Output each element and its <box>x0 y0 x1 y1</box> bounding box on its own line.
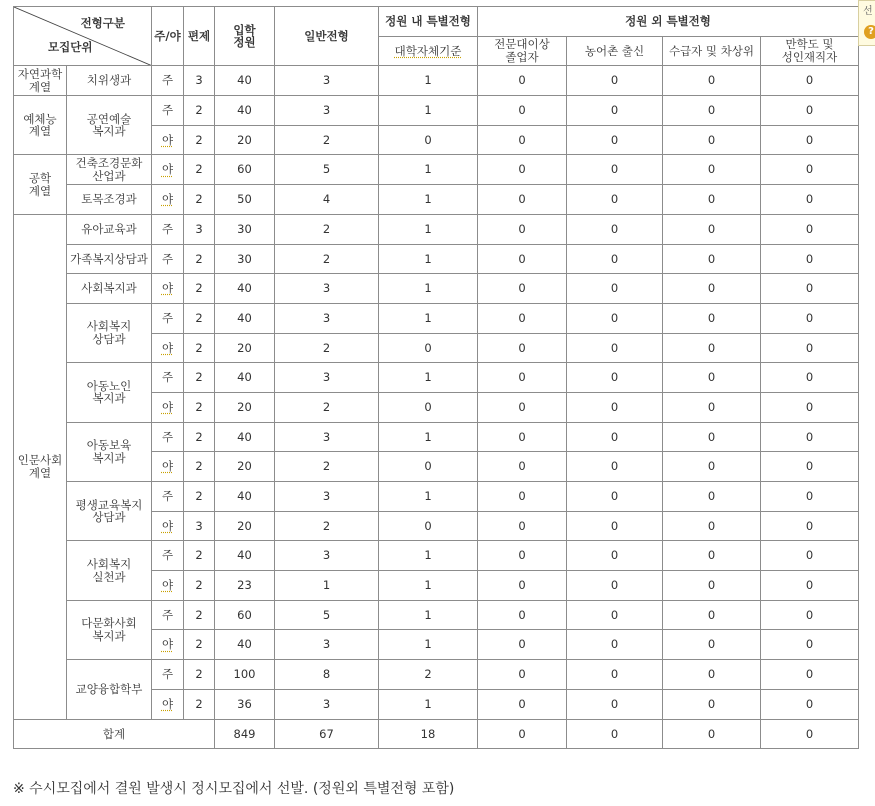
general-cell: 2 <box>275 125 379 155</box>
low-income-cell: 0 <box>663 274 761 304</box>
out-quota-special-header: 정원 외 특별전형 <box>478 7 859 37</box>
group-cell: 공학 계열 <box>14 155 67 214</box>
unit-cell: 다문화사회 복지과 <box>67 600 152 659</box>
rural-cell: 0 <box>567 689 663 719</box>
years-cell: 2 <box>184 571 215 601</box>
quota-cell: 40 <box>215 303 275 333</box>
rural-cell: 0 <box>567 214 663 244</box>
low-income-cell: 0 <box>663 392 761 422</box>
years-cell: 2 <box>184 125 215 155</box>
years-cell: 2 <box>184 363 215 393</box>
total-univ: 18 <box>379 719 478 749</box>
late-adults-cell: 0 <box>761 303 859 333</box>
low-income-cell: 0 <box>663 660 761 690</box>
general-cell: 4 <box>275 185 379 215</box>
late-adults-cell: 0 <box>761 274 859 304</box>
unit-cell: 사회복지과 <box>67 274 152 304</box>
univ-standard-cell: 0 <box>379 125 478 155</box>
table-row <box>14 482 859 512</box>
table-row <box>14 363 859 393</box>
total-rural: 0 <box>567 719 663 749</box>
quota-cell: 40 <box>215 363 275 393</box>
rural-cell: 0 <box>567 96 663 126</box>
general-cell: 3 <box>275 541 379 571</box>
late-adults-cell: 0 <box>761 66 859 96</box>
table-row <box>14 214 859 244</box>
general-cell: 2 <box>275 452 379 482</box>
unit-cell: 아동보육 복지과 <box>67 422 152 481</box>
quota-cell: 20 <box>215 125 275 155</box>
day-night-cell: 주 <box>152 66 184 96</box>
general-cell: 1 <box>275 571 379 601</box>
college-grads-cell: 0 <box>478 422 567 452</box>
college-grads-cell: 0 <box>478 214 567 244</box>
total-low-income: 0 <box>663 719 761 749</box>
late-adults-cell: 0 <box>761 571 859 601</box>
rural-cell: 0 <box>567 303 663 333</box>
univ-standard-cell: 1 <box>379 66 478 96</box>
rural-cell: 0 <box>567 66 663 96</box>
univ-standard-cell: 1 <box>379 630 478 660</box>
general-cell: 5 <box>275 600 379 630</box>
sticky-note[interactable] <box>858 0 875 46</box>
late-adults-cell: 0 <box>761 422 859 452</box>
day-night-cell: 주 <box>152 303 184 333</box>
quota-cell: 20 <box>215 452 275 482</box>
college-grads-cell: 0 <box>478 541 567 571</box>
quota-cell: 23 <box>215 571 275 601</box>
low-income-cell: 0 <box>663 511 761 541</box>
table-row <box>14 422 859 452</box>
late-adults-cell: 0 <box>761 660 859 690</box>
low-income-cell: 0 <box>663 630 761 660</box>
low-income-cell: 0 <box>663 482 761 512</box>
group-cell: 인문사회 계열 <box>14 214 67 719</box>
quota-cell: 20 <box>215 511 275 541</box>
quota-cell: 40 <box>215 96 275 126</box>
college-grads-cell: 0 <box>478 482 567 512</box>
total-late-adults: 0 <box>761 719 859 749</box>
day-night-cell: 주 <box>152 600 184 630</box>
general-cell: 8 <box>275 660 379 690</box>
univ-standard-cell: 2 <box>379 660 478 690</box>
college-grads-cell: 0 <box>478 303 567 333</box>
univ-standard-cell: 1 <box>379 600 478 630</box>
late-adults-cell: 0 <box>761 689 859 719</box>
rural-cell: 0 <box>567 452 663 482</box>
univ-standard-cell: 0 <box>379 452 478 482</box>
late-adults-cell: 0 <box>761 125 859 155</box>
help-icon[interactable]: ? <box>864 25 875 39</box>
day-night-cell: 야 <box>152 274 184 304</box>
late-adults-cell: 0 <box>761 541 859 571</box>
univ-standard-cell: 0 <box>379 333 478 363</box>
total-college-grads: 0 <box>478 719 567 749</box>
univ-standard-cell: 0 <box>379 511 478 541</box>
years-cell: 2 <box>184 303 215 333</box>
day-night-cell: 야 <box>152 511 184 541</box>
general-cell: 2 <box>275 333 379 363</box>
low-income-cell: 0 <box>663 689 761 719</box>
rural-cell: 0 <box>567 392 663 422</box>
day-night-cell: 주 <box>152 214 184 244</box>
quota-cell: 20 <box>215 333 275 363</box>
admission-quota-table <box>13 6 859 749</box>
quota-cell: 40 <box>215 482 275 512</box>
table-row <box>14 600 859 630</box>
college-grads-header: 전문대이상 졸업자 <box>478 36 567 66</box>
low-income-cell: 0 <box>663 66 761 96</box>
rural-cell: 0 <box>567 155 663 185</box>
college-grads-cell: 0 <box>478 630 567 660</box>
years-cell: 2 <box>184 630 215 660</box>
years-cell: 2 <box>184 482 215 512</box>
group-cell: 자연과학 계열 <box>14 66 67 96</box>
unit-cell: 건축조경문화 산업과 <box>67 155 152 185</box>
college-grads-cell: 0 <box>478 125 567 155</box>
college-grads-cell: 0 <box>478 96 567 126</box>
diagonal-header-cell <box>14 7 152 66</box>
unit-cell: 사회복지 상담과 <box>67 303 152 362</box>
day-night-cell: 주 <box>152 244 184 274</box>
college-grads-cell: 0 <box>478 333 567 363</box>
low-income-cell: 0 <box>663 363 761 393</box>
low-income-cell: 0 <box>663 155 761 185</box>
quota-cell: 50 <box>215 185 275 215</box>
table-row <box>14 541 859 571</box>
total-label: 합계 <box>14 719 215 749</box>
univ-standard-cell: 1 <box>379 214 478 244</box>
college-grads-cell: 0 <box>478 244 567 274</box>
univ-standard-cell: 1 <box>379 541 478 571</box>
years-header: 편제 <box>184 7 215 66</box>
rural-cell: 0 <box>567 274 663 304</box>
late-adults-cell: 0 <box>761 185 859 215</box>
low-income-cell: 0 <box>663 214 761 244</box>
day-night-cell: 주 <box>152 482 184 512</box>
unit-label: 모집단위 <box>48 39 93 54</box>
univ-standard-header: 대학자체기준 <box>379 36 478 66</box>
table-row <box>14 303 859 333</box>
quota-cell: 36 <box>215 689 275 719</box>
quota-cell: 60 <box>215 155 275 185</box>
univ-standard-cell: 1 <box>379 274 478 304</box>
low-income-cell: 0 <box>663 541 761 571</box>
unit-cell: 사회복지 실천과 <box>67 541 152 600</box>
low-income-cell: 0 <box>663 452 761 482</box>
univ-standard-cell: 0 <box>379 392 478 422</box>
late-adults-cell: 0 <box>761 214 859 244</box>
late-adults-cell: 0 <box>761 630 859 660</box>
unit-cell: 토목조경과 <box>67 185 152 215</box>
day-night-cell: 야 <box>152 185 184 215</box>
table-row <box>14 66 859 96</box>
general-cell: 3 <box>275 689 379 719</box>
univ-standard-cell: 1 <box>379 363 478 393</box>
total-general: 67 <box>275 719 379 749</box>
total-quota: 849 <box>215 719 275 749</box>
college-grads-cell: 0 <box>478 363 567 393</box>
general-cell: 3 <box>275 96 379 126</box>
quota-cell: 30 <box>215 214 275 244</box>
total-row <box>14 719 859 749</box>
table-row <box>14 660 859 690</box>
general-cell: 2 <box>275 214 379 244</box>
general-cell: 5 <box>275 155 379 185</box>
group-cell: 예체능 계열 <box>14 96 67 155</box>
general-cell: 3 <box>275 422 379 452</box>
univ-standard-cell: 1 <box>379 422 478 452</box>
quota-cell: 40 <box>215 66 275 96</box>
years-cell: 2 <box>184 244 215 274</box>
table-row <box>14 96 859 126</box>
low-income-cell: 0 <box>663 600 761 630</box>
college-grads-cell: 0 <box>478 185 567 215</box>
day-night-cell: 주 <box>152 541 184 571</box>
college-grads-cell: 0 <box>478 66 567 96</box>
quota-cell: 30 <box>215 244 275 274</box>
college-grads-cell: 0 <box>478 571 567 601</box>
table-row <box>14 244 859 274</box>
quota-cell: 100 <box>215 660 275 690</box>
unit-cell: 아동노인 복지과 <box>67 363 152 422</box>
univ-standard-cell: 1 <box>379 244 478 274</box>
low-income-cell: 0 <box>663 422 761 452</box>
general-cell: 3 <box>275 630 379 660</box>
years-cell: 2 <box>184 185 215 215</box>
day-night-header: 주/야 <box>152 7 184 66</box>
low-income-cell: 0 <box>663 185 761 215</box>
category-label: 전형구분 <box>80 16 125 30</box>
general-cell: 2 <box>275 244 379 274</box>
years-cell: 2 <box>184 96 215 126</box>
quota-header: 입학 정원 <box>215 7 275 66</box>
quota-cell: 40 <box>215 422 275 452</box>
rural-cell: 0 <box>567 630 663 660</box>
general-header: 일반전형 <box>275 7 379 66</box>
general-cell: 2 <box>275 392 379 422</box>
footnote: ※ 수시모집에서 결원 발생시 정시모집에서 선발. (정원외 특별전형 포함) <box>13 781 455 797</box>
quota-cell: 40 <box>215 541 275 571</box>
college-grads-cell: 0 <box>478 452 567 482</box>
low-income-cell: 0 <box>663 244 761 274</box>
late-adults-cell: 0 <box>761 452 859 482</box>
low-income-cell: 0 <box>663 303 761 333</box>
day-night-cell: 야 <box>152 155 184 185</box>
college-grads-cell: 0 <box>478 392 567 422</box>
day-night-cell: 야 <box>152 452 184 482</box>
general-cell: 3 <box>275 274 379 304</box>
years-cell: 2 <box>184 392 215 422</box>
late-adults-cell: 0 <box>761 392 859 422</box>
late-adults-cell: 0 <box>761 244 859 274</box>
late-adults-cell: 0 <box>761 96 859 126</box>
quota-cell: 40 <box>215 274 275 304</box>
rural-cell: 0 <box>567 125 663 155</box>
univ-standard-cell: 1 <box>379 155 478 185</box>
years-cell: 2 <box>184 422 215 452</box>
late-adults-header: 만학도 및 성인재직자 <box>761 36 859 66</box>
general-cell: 3 <box>275 303 379 333</box>
day-night-cell: 야 <box>152 630 184 660</box>
univ-standard-cell: 1 <box>379 689 478 719</box>
rural-cell: 0 <box>567 363 663 393</box>
in-quota-special-header: 정원 내 특별전형 <box>379 7 478 37</box>
low-income-cell: 0 <box>663 333 761 363</box>
general-cell: 3 <box>275 482 379 512</box>
rural-cell: 0 <box>567 571 663 601</box>
late-adults-cell: 0 <box>761 155 859 185</box>
years-cell: 3 <box>184 66 215 96</box>
late-adults-cell: 0 <box>761 363 859 393</box>
unit-cell: 치위생과 <box>67 66 152 96</box>
quota-cell: 60 <box>215 600 275 630</box>
general-cell: 2 <box>275 511 379 541</box>
rural-cell: 0 <box>567 185 663 215</box>
day-night-cell: 야 <box>152 333 184 363</box>
general-cell: 3 <box>275 66 379 96</box>
day-night-cell: 주 <box>152 660 184 690</box>
rural-cell: 0 <box>567 600 663 630</box>
college-grads-cell: 0 <box>478 274 567 304</box>
univ-standard-cell: 1 <box>379 303 478 333</box>
rural-cell: 0 <box>567 333 663 363</box>
college-grads-cell: 0 <box>478 660 567 690</box>
low-income-header: 수급자 및 차상위 <box>663 36 761 66</box>
low-income-cell: 0 <box>663 96 761 126</box>
years-cell: 3 <box>184 511 215 541</box>
sticky-note-text: 선 <box>863 6 873 17</box>
univ-standard-cell: 1 <box>379 96 478 126</box>
rural-cell: 0 <box>567 660 663 690</box>
day-night-cell: 야 <box>152 392 184 422</box>
years-cell: 2 <box>184 600 215 630</box>
day-night-cell: 주 <box>152 422 184 452</box>
unit-cell: 유아교육과 <box>67 214 152 244</box>
rural-cell: 0 <box>567 541 663 571</box>
late-adults-cell: 0 <box>761 600 859 630</box>
late-adults-cell: 0 <box>761 333 859 363</box>
college-grads-cell: 0 <box>478 600 567 630</box>
table-row <box>14 274 859 304</box>
college-grads-cell: 0 <box>478 511 567 541</box>
late-adults-cell: 0 <box>761 511 859 541</box>
univ-standard-cell: 1 <box>379 482 478 512</box>
day-night-cell: 주 <box>152 96 184 126</box>
years-cell: 2 <box>184 452 215 482</box>
table-row <box>14 155 859 185</box>
univ-standard-cell: 1 <box>379 185 478 215</box>
years-cell: 2 <box>184 155 215 185</box>
day-night-cell: 주 <box>152 363 184 393</box>
years-cell: 2 <box>184 660 215 690</box>
unit-cell: 교양융합학부 <box>67 660 152 719</box>
unit-cell: 평생교육복지 상담과 <box>67 482 152 541</box>
years-cell: 2 <box>184 274 215 304</box>
low-income-cell: 0 <box>663 571 761 601</box>
rural-cell: 0 <box>567 482 663 512</box>
day-night-cell: 야 <box>152 571 184 601</box>
years-cell: 2 <box>184 541 215 571</box>
late-adults-cell: 0 <box>761 482 859 512</box>
unit-cell: 가족복지상담과 <box>67 244 152 274</box>
years-cell: 2 <box>184 689 215 719</box>
table-row <box>14 185 859 215</box>
rural-header: 농어촌 출신 <box>567 36 663 66</box>
day-night-cell: 야 <box>152 125 184 155</box>
table-body <box>14 66 859 719</box>
univ-standard-cell: 1 <box>379 571 478 601</box>
quota-cell: 20 <box>215 392 275 422</box>
rural-cell: 0 <box>567 511 663 541</box>
low-income-cell: 0 <box>663 125 761 155</box>
unit-cell: 공연예술 복지과 <box>67 96 152 155</box>
years-cell: 2 <box>184 333 215 363</box>
day-night-cell: 야 <box>152 689 184 719</box>
years-cell: 3 <box>184 214 215 244</box>
rural-cell: 0 <box>567 422 663 452</box>
college-grads-cell: 0 <box>478 689 567 719</box>
rural-cell: 0 <box>567 244 663 274</box>
college-grads-cell: 0 <box>478 155 567 185</box>
quota-cell: 40 <box>215 630 275 660</box>
general-cell: 3 <box>275 363 379 393</box>
